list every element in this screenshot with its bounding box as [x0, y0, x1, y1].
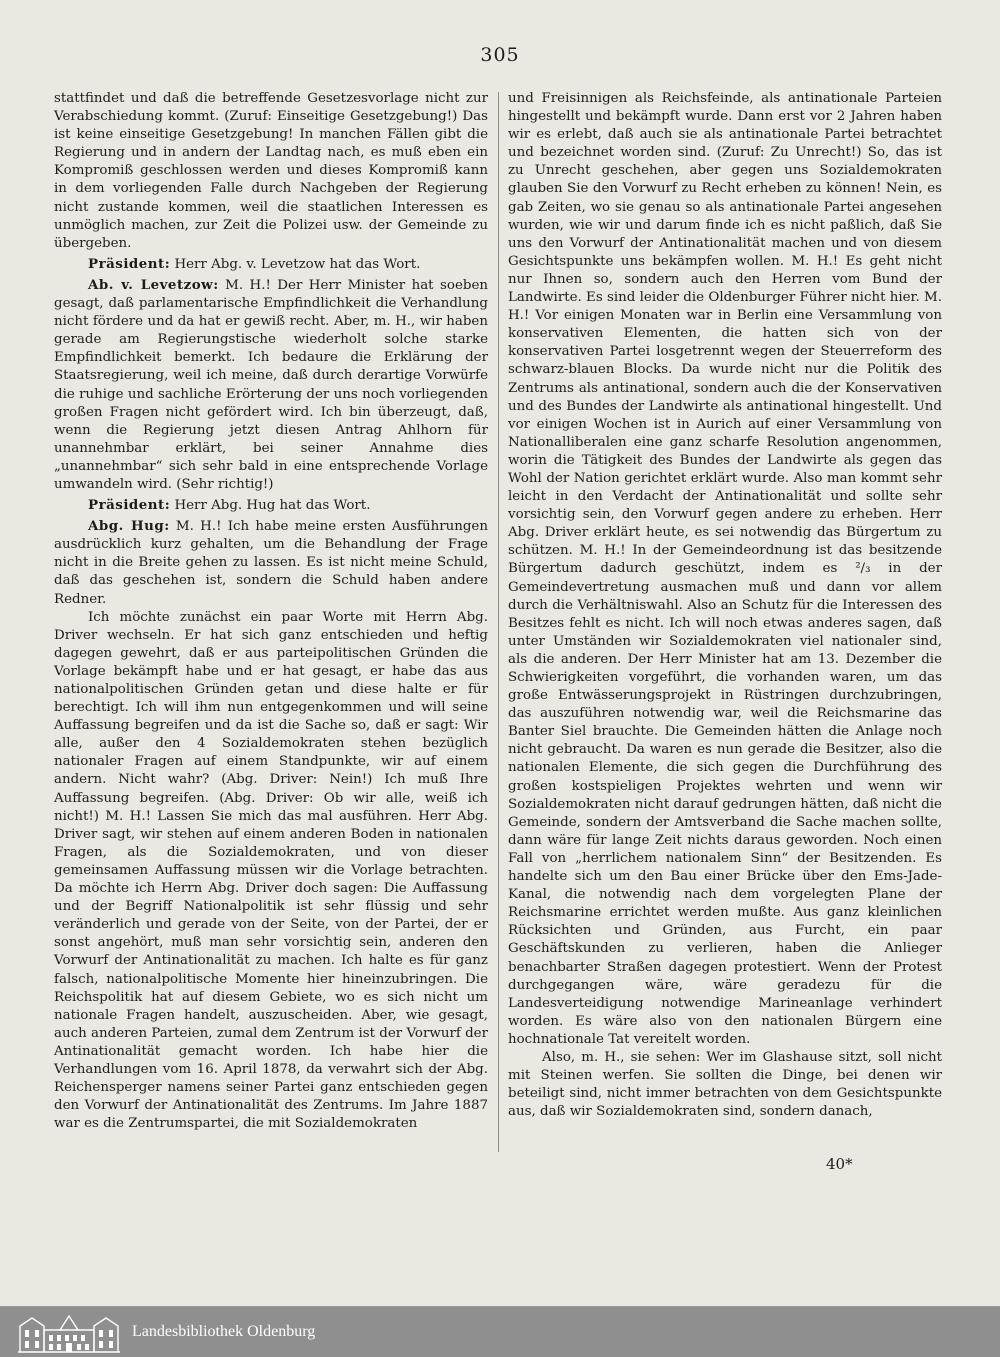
right-column — [508, 90, 942, 1121]
speech-paragraph: Präsident: Herr Abg. Hug hat das Wort. — [88, 497, 371, 514]
speaker-label: Präsident: — [88, 255, 171, 272]
paragraph: Also, m. H., sie sehen: Wer im Glashause sitzt, soll nicht mit Steinen werfen. Sie sollten die Dinge, bei denen wir beteiligt sind, nicht immer betrachten von dem Gesichtspunkte aus, daß wir Sozialdemokraten sind, sondern danach, — [508, 1049, 942, 1120]
library-name: Landesbibliothek Oldenburg — [132, 1323, 316, 1340]
left-column — [54, 90, 488, 1133]
speaker-label: Präsident: — [88, 497, 171, 514]
speech-paragraph: Präsident: Herr Abg. v. Levetzow hat das Wort. — [88, 255, 421, 272]
speech-paragraph: Abg. Hug: M. H.! Ich habe meine ersten Ausführungen ausdrücklich kurz gehalten, um die Behandlung der Frage nicht in die Breite gehen zu lassen. Es ist nicht meine Schuld, daß das geschehen ist, sondern die Schuld haben andere Redner. — [54, 518, 488, 607]
library-building-icon — [16, 1310, 122, 1354]
speaker-label: Ab. v. Levetzow: — [88, 276, 219, 293]
footer-bar — [0, 1306, 1000, 1357]
speech-paragraph: Ab. v. Levetzow: M. H.! Der Herr Minister hat soeben gesagt, daß parlamentarische Empfindlichkeit die Verhandlung nicht fördere und da hat er gewiß recht. Aber, m. H., wir haben gerade am Regierungstische wiederholt solche starke Empfindlichkeit bemerkt. Ich bedaure die Erklärung der Staatsregierung, weil ich meine, daß durch derartige Vorwürfe die ruhige und sachliche Erörterung der uns noch vorliegenden großen Fragen nicht gefördert wird. Ich bin überzeugt, daß, wenn die Regierung jetzt diesen Antrag Ahlhorn für unannehmbar erklärt, bei seiner Annahme dies „unannehmbar“ sich sehr bald in eine entsprechende Vorlage umwandeln wird. (Sehr richtig!) — [54, 276, 488, 492]
paragraph: Ich möchte zunächst ein paar Worte mit Herrn Abg. Driver wechseln. Er hat sich ganz entschieden und heftig dagegen gewehrt, daß er aus parteipolitischen Gründen die Vorlage bekämpft habe und er hat gesagt, er habe das aus nationalpolitischen Gründen getan und diese halte er für berechtigt. Ich will ihm nun entgegenkommen und will seine Auffassung begreifen und da ist die Sache so, daß er sagt: Wir alle, außer den 4 Sozialdemokraten stehen bezüglich nationaler Fragen auf einem Standpunkte, wir auf einem andern. Nicht wahr? (Abg. Driver: Nein!) Ich muß Ihre Auffassung begreifen. (Abg. Driver: Ob wir alle, weiß ich nicht!) M. H.! Lassen Sie mich das mal ausführen. Herr Abg. Driver sagt, wir stehen auf einem anderen Boden in nationalen Fragen, als die Sozialdemokraten, und von dieser gemeinsamen Auffassung müssen wir die Vorlage betrachten. Da möchte ich Herrn Abg. Driver doch sagen: Die Auffassung und der Begriff Nationalpolitik ist sehr flüssig und sehr veränderlich und gerade von der Seite, von der Partei, der er sonst angehört, muß man sehr vorsichtig sein, anderen den Vorwurf der Antinationalität zu machen. Ich halte es für ganz falsch, nationalpolitische Momente hier hineinzubringen. Die Reichspolitik hat auf diesem Gebiete, wo es sich nicht um nationale Fragen handelt, auszuscheiden. Aber, wie gesagt, auch anderen Parteien, zumal dem Zentrum ist der Vorwurf der Antinationalität gemacht worden. Ich habe hier die Verhandlungen vom 16. April 1878, da verwahrt sich der Abg. Reichensperger namens seiner Partei ganz entschieden gegen den Vorwurf der Antinationalität des Zentrums. Im Jahre 1887 war es die Zentrumspartei, die mit Sozialdemokraten — [54, 609, 488, 1132]
page-number: 305 — [480, 44, 520, 66]
paragraph: stattfindet und daß die betreffende Gesetzesvorlage nicht zur Verabschiedung kommt. (Zuruf: Einseitige Gesetzgebung!) Das ist keine einseitige Gesetzgebung! In manchen Fällen gibt die Regierung und in andern der Landtag nach, es muß eben ein Kompromiß geschlossen werden und dieses Kompromiß kann in dem vorliegenden Falle durch Nachgeben der Regierung nicht zustande kommen, weil die staatlichen Interessen es unmöglich machen, zur Zeit die Polizei usw. der Gemeinde zu übergeben. — [54, 91, 488, 251]
speaker-label: Abg. Hug: — [88, 518, 170, 535]
paragraph: und Freisinnigen als Reichsfeinde, als antinationale Parteien hingestellt und bekämpft wurde. Dann erst vor 2 Jahren haben wir es erlebt, daß auch sie als antinationale Partei betrachtet und bezeichnet worden sind. (Zuruf: Zu Unrecht!) So, das ist zu Unrecht geschehen, aber gegen uns Sozialdemokraten glauben Sie den Vorwurf zu Recht erheben zu können! Nein, es gab Zeiten, wo sie genau so als antinationale Partei angesehen wurden, wie wir und darum finde ich es nicht paßlich, daß Sie uns den Vorwurf der Antinationalität machen und von diesem Gesichtspunkte uns bekämpfen wollen. M. H.! Es geht nicht nur Ihnen so, sondern auch den Herren vom Bund der Landwirte. Es sind leider die Oldenburger Führer nicht hier. M. H.! Vor einigen Monaten war in Berlin eine Versammlung von konservativen Elementen, die hatten sich von der konservativen Partei losgetrennt wegen der Steuerreform des schwarz-blauen Blocks. Da wurde nicht nur die Politik des Zentrums als antinational, sondern auch die der Konservativen und des Bundes der Landwirte als antinational hingestellt. Und vor einigen Wochen ist in Aurich auf einer Versammlung von Nationalliberalen eine ganz scharfe Resolution angenommen, worin die Tätigkeit des Bundes der Landwirte als gegen das Wohl der Nation gerichtet erklärt wurde. Also man kommt sehr leicht in den Verdacht der Antinationalität und sollte sehr vorsichtig sein, den Vorwurf gegen andere zu erheben. Herr Abg. Driver erklärt heute, es sei notwendig das Bürgertum zu schützen. M. H.! In der Gemeindeordnung ist das besitzende Bürgertum dadurch geschützt, indem es ²/₃ in der Gemeindevertretung ausmachen muß und dann vor allem durch die Verhältniswahl. Also an Schutz für die Interessen des Besitzes fehlt es nicht. Ich will noch etwas anderes sagen, daß unter Umständen wir Sozialdemokraten viel nationaler sind, als die anderen. Der Herr Minister hat am 13. Dezember die Schwierigkeiten vorgeführt, die vorhanden waren, um das große Entwässerungsprojekt in Rüstringen durchzubringen, das auszuführen notwendig war, weil die Reichsmarine das Banter Siel brauchte. Die Gemeinden hätten die Anlage noch nicht gebraucht. Da waren es nun gerade die Besitzer, also die nationalen Elemente, die sich gegen die Durchführung des großen kostspieligen Projektes wehrten und wenn wir Sozialdemokraten nicht darauf gedrungen hätten, daß nicht die Gemeinde, sondern der Amtsverband die Sache machen sollte, dann wäre für lange Zeit nichts daraus geworden. Noch einen Fall von „herrlichem nationalem Sinn“ der Besitzenden. Es handelte sich um den Bau einer Brücke über den Ems-Jade-Kanal, die notwendig nach dem vorgelegten Plane der Reichsmarine errichtet werden mußte. Aus ganz kleinlichen Rücksichten und Gründen, aus Furcht, ein paar Geschäftskunden zu verlieren, haben die Anlieger benachbarter Straßen dagegen protestiert. Wenn der Protest durchgegangen wäre, wäre geradezu für die Landesverteidigung notwendige Marineanlage verhindert worden. Es wäre also von den nationalen Bürgern eine hochnationale Tat vereitelt worden. — [508, 91, 942, 1047]
signature-mark: 40* — [826, 1155, 853, 1173]
column-divider — [498, 92, 499, 1152]
